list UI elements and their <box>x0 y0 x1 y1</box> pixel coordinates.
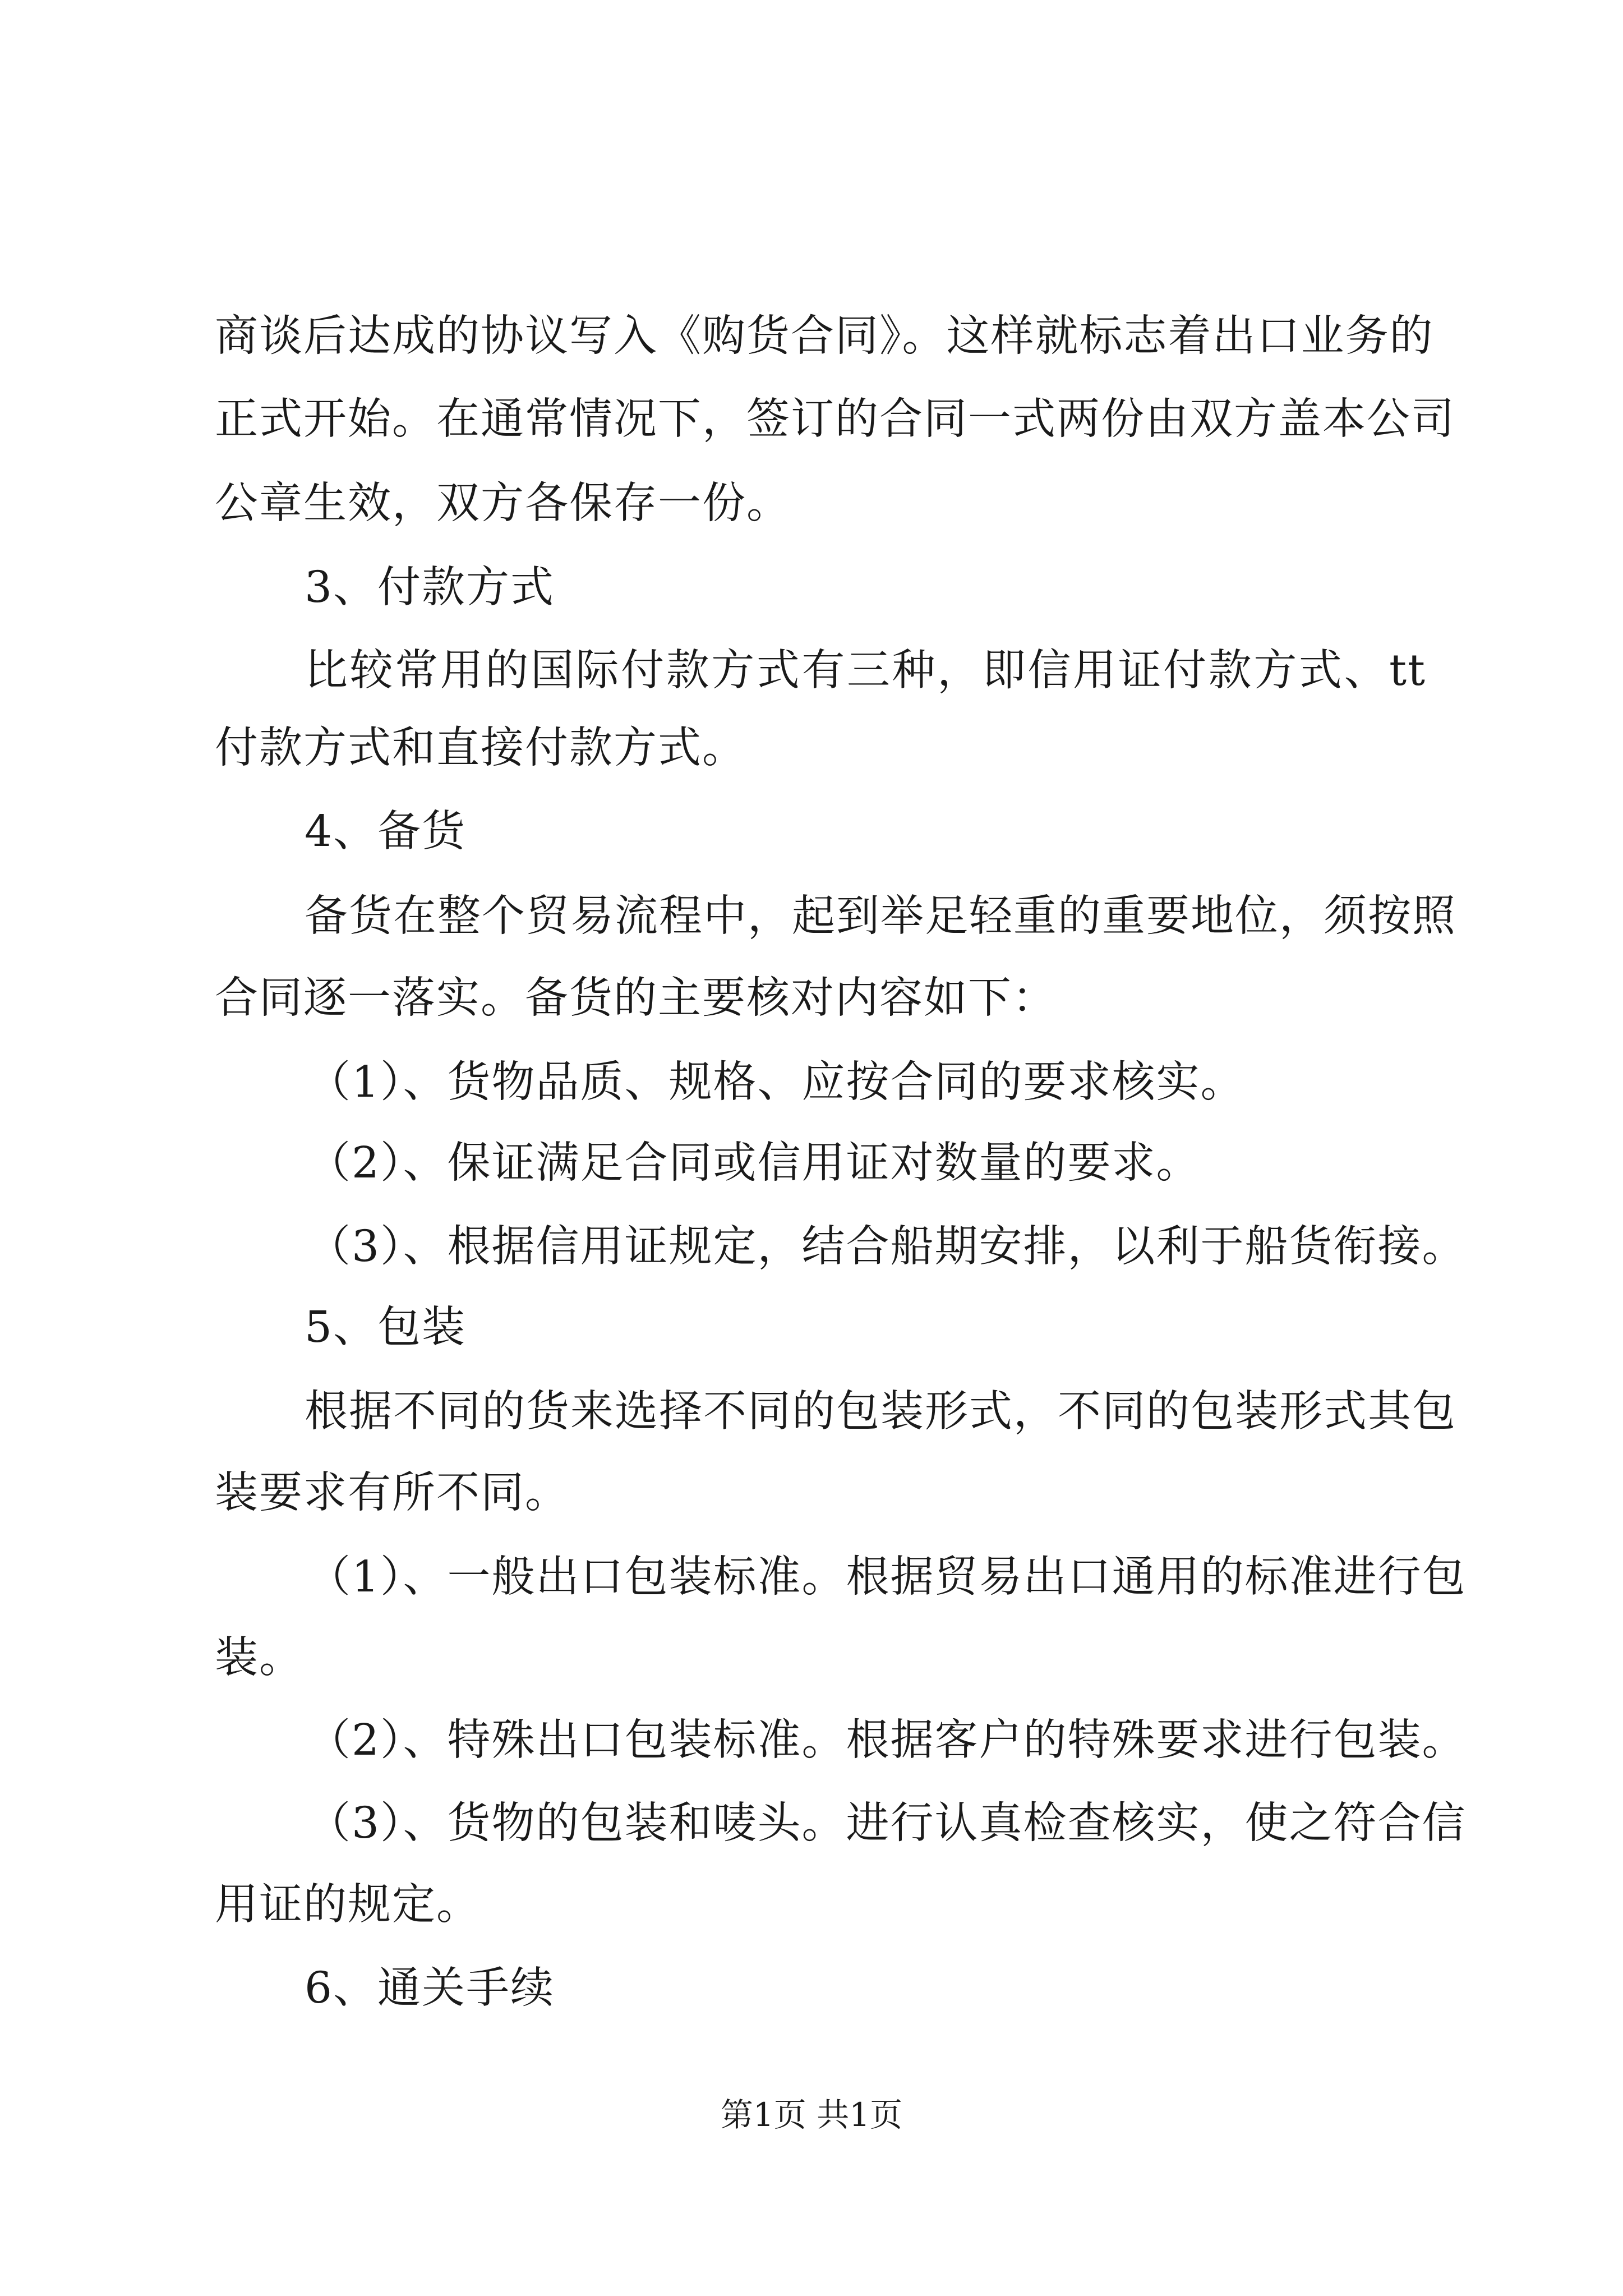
text-line: 用证的规定。 <box>215 1880 481 1930</box>
text-line: 装。 <box>215 1633 303 1683</box>
text-line: 备货在整个贸易流程中，起到举足轻重的重要地位，须按照 <box>305 891 1456 941</box>
page-footer: 第1页 共1页 <box>720 2096 903 2134</box>
text-line: 合同逐一落实。备货的主要核对内容如下： <box>215 973 1057 1023</box>
text-line: 商谈后达成的协议写入《购货合同》。这样就标志着出口业务的 <box>215 311 1434 361</box>
list-item: （3）、根据信用证规定，结合船期安排，以利于船货衔接。 <box>307 1222 1467 1272</box>
list-item: （2）、特殊出口包装标准。根据客户的特殊要求进行包装。 <box>307 1715 1467 1765</box>
text-line: 付款方式和直接付款方式。 <box>215 723 746 773</box>
section-heading: 5、包装 <box>305 1303 466 1352</box>
list-item: （2）、保证满足合同或信用证对数量的要求。 <box>307 1138 1201 1188</box>
text-line: 装要求有所不同。 <box>215 1468 569 1518</box>
section-heading: 3、付款方式 <box>305 563 555 613</box>
text-line: 公章生效，双方各保存一份。 <box>215 478 791 528</box>
text-line: 根据不同的货来选择不同的包装形式，不同的包装形式其包 <box>305 1387 1456 1437</box>
section-heading: 4、备货 <box>305 807 466 857</box>
list-item: （3）、货物的包装和唛头。进行认真检查核实，使之符合信 <box>307 1798 1467 1848</box>
text-line: 正式开始。在通常情况下，签订的合同一式两份由双方盖本公司 <box>215 394 1455 444</box>
text-line: 比较常用的国际付款方式有三种，即信用证付款方式、tt <box>305 646 1426 696</box>
list-item: （1）、一般出口包装标准。根据贸易出口通用的标准进行包 <box>307 1552 1467 1602</box>
list-item: （1）、货物品质、规格、应按合同的要求核实。 <box>307 1057 1245 1107</box>
section-heading: 6、通关手续 <box>305 1963 555 2013</box>
